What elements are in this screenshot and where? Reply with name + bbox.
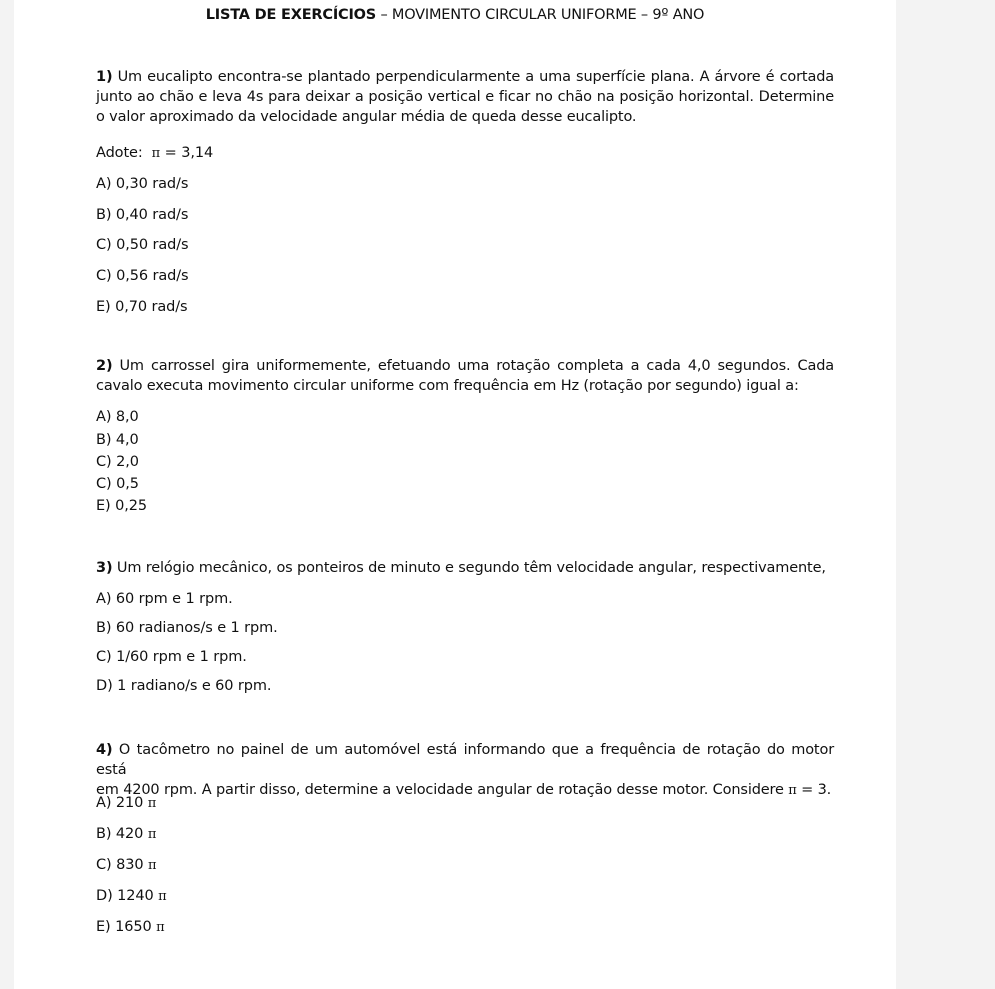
adote-value: = 3,14 <box>164 145 214 161</box>
option-item: A) 0,30 rad/s <box>96 176 189 192</box>
option-item <box>96 824 156 845</box>
option-item: C) 2,0 <box>96 454 139 470</box>
question-number: 4) <box>96 742 113 758</box>
title-rest: – MOVIMENTO CIRCULAR UNIFORME – 9 <box>376 7 662 23</box>
question-1 <box>96 67 834 127</box>
option-item: C) 1/60 rpm e 1 rpm. <box>96 649 247 665</box>
title-degree: º <box>661 5 669 23</box>
option-label: E) 1650 <box>96 919 152 935</box>
option-item: C) 0,56 rad/s <box>96 268 189 284</box>
question-text-line1: O tacômetro no painel de um automóvel está informando que a frequência de rotação do motor está <box>96 742 835 778</box>
option-item: C) 0,5 <box>96 476 139 492</box>
option-item <box>96 917 165 938</box>
pi-symbol: π <box>788 783 797 798</box>
pi-symbol: π <box>147 858 157 873</box>
option-item <box>96 793 156 814</box>
option-item: A) 60 rpm e 1 rpm. <box>96 591 233 607</box>
option-item <box>96 886 167 907</box>
option-label: D) 1240 <box>96 888 154 904</box>
question-text-line2: em 4200 rpm. A partir disso, determine a velocidade angular de rotação desse motor. Considere <box>96 782 784 798</box>
pi-symbol: π <box>147 796 157 811</box>
option-item: B) 60 radianos/s e 1 rpm. <box>96 620 278 636</box>
pi-symbol: π <box>156 920 165 935</box>
question-number: 2) <box>96 358 113 374</box>
option-item: B) 4,0 <box>96 432 139 448</box>
page-title <box>14 5 896 23</box>
question-text-suffix: = 3. <box>801 782 832 798</box>
option-label: B) 420 <box>96 826 144 842</box>
option-label: A) 210 <box>96 795 144 811</box>
question-4 <box>96 740 834 801</box>
option-item: B) 0,40 rad/s <box>96 207 189 223</box>
question-2 <box>96 356 834 396</box>
question-text: Um eucalipto encontra-se plantado perpendicularmente a uma superfície plana. A árvore é cortada junto ao chão e leva 4s para deixar a posição vertical e ficar no chão na posição horizontal. Determine o valor aproximado da velocidade angular média de queda desse eucalipto. <box>96 69 834 125</box>
pi-symbol: π <box>147 827 157 842</box>
question-number: 1) <box>96 69 113 85</box>
title-suffix: ANO <box>668 7 705 23</box>
pi-symbol: π <box>151 146 161 161</box>
question-text: Um relógio mecânico, os ponteiros de minuto e segundo têm velocidade angular, respectivamente, <box>116 560 826 576</box>
option-item: E) 0,70 rad/s <box>96 299 188 315</box>
option-label: C) 830 <box>96 857 144 873</box>
adote-label: Adote: <box>96 145 143 161</box>
question-3 <box>96 558 834 578</box>
option-item: A) 8,0 <box>96 409 139 425</box>
pi-symbol: π <box>158 889 167 904</box>
option-item: D) 1 radiano/s e 60 rpm. <box>96 678 272 694</box>
option-item: E) 0,25 <box>96 498 148 514</box>
adote-line <box>96 143 213 164</box>
document-page <box>14 0 896 989</box>
title-bold: LISTA DE EXERCÍCIOS <box>205 7 377 23</box>
option-item <box>96 855 156 876</box>
question-text: Um carrossel gira uniformemente, efetuando uma rotação completa a cada 4,0 segundos. Cada cavalo executa movimento circular uniforme com frequência em Hz (rotação por segundo) igual a: <box>96 358 834 394</box>
question-number: 3) <box>96 560 113 576</box>
option-item: C) 0,50 rad/s <box>96 237 189 253</box>
